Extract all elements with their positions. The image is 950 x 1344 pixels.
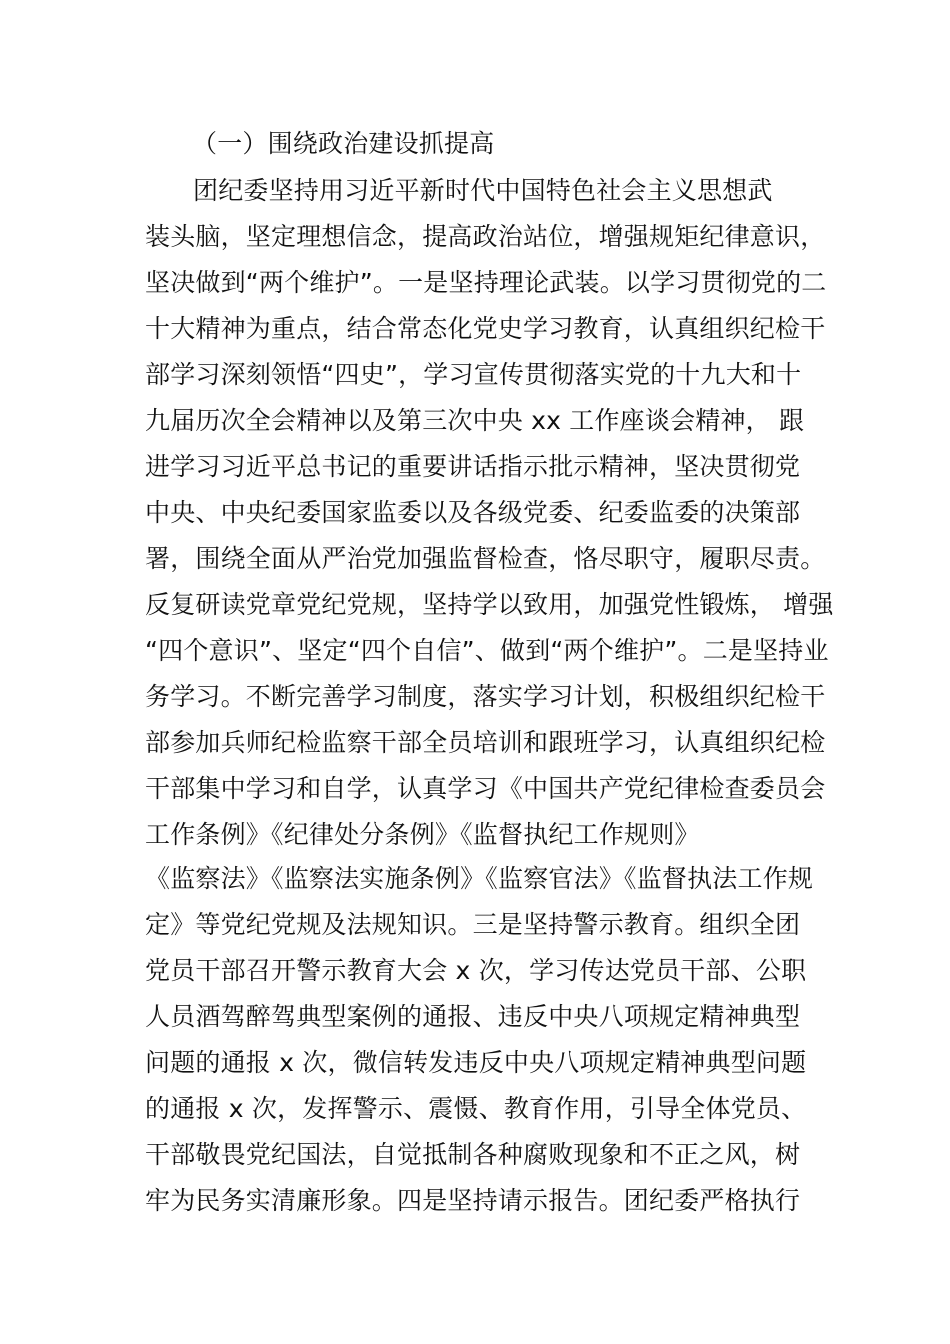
paragraph-line: “四个意识”、坚定“四个自信”、做到“两个维护”。二是坚持业 <box>145 636 829 665</box>
paragraph-line: 人员酒驾醉驾典型案例的通报、违反中央八项规定精神典型 <box>145 1002 801 1031</box>
paragraph-line: 十大精神为重点，结合常态化党史学习教育，认真组织纪检干 <box>145 314 826 343</box>
paragraph-line: 定》等党纪党规及法规知识。三是坚持警示教育。组织全团 <box>145 910 801 939</box>
paragraph-line: 九届历次全会精神以及第三次中央 xx 工作座谈会精神， 跟 <box>145 406 805 435</box>
paragraph-line: 工作条例》《纪律处分条例》《监督执纪工作规则》 <box>145 820 700 849</box>
paragraph-line: 装头脑，坚定理想信念，提高政治站位，增强规矩纪律意识， <box>145 222 826 251</box>
paragraph-line: 反复研读党章党纪党规，坚持学以致用，加强党性锻炼， 增强 <box>145 590 834 619</box>
paragraph-line: 干部集中学习和自学，认真学习《中国共产党纪律检查委员会 <box>145 774 826 803</box>
paragraph-line: 党员干部召开警示教育大会 x 次，学习传达党员干部、公职 <box>145 956 807 985</box>
paragraph-line: 干部敬畏党纪国法，自觉抵制各种腐败现象和不正之风，树 <box>145 1140 801 1169</box>
paragraph-line: 的通报 x 次，发挥警示、震慑、教育作用，引导全体党员、 <box>145 1094 807 1123</box>
section-heading: （一）围绕政治建设抓提高 <box>192 129 495 158</box>
paragraph-line: 问题的通报 x 次，微信转发违反中央八项规定精神典型问题 <box>145 1048 807 1077</box>
paragraph-line: 部参加兵师纪检监察干部全员培训和跟班学习，认真组织纪检 <box>145 728 826 757</box>
paragraph-line: 团纪委坚持用习近平新时代中国特色社会主义思想武 <box>193 176 773 205</box>
paragraph-line: 《监察法》《监察法实施条例》《监察官法》《监督执法工作规 <box>145 864 814 893</box>
paragraph-line: 署，围绕全面从严治党加强监督检查，恪尽职守，履职尽责。 <box>145 544 826 573</box>
paragraph-line: 部学习深刻领悟“四史”，学习宣传贯彻落实党的十九大和十 <box>145 360 802 389</box>
paragraph-line: 牢为民务实清廉形象。四是坚持请示报告。团纪委严格执行 <box>145 1186 801 1215</box>
paragraph-line: 中央、中央纪委国家监委以及各级党委、纪委监委的决策部 <box>145 498 801 527</box>
paragraph-line: 坚决做到“两个维护”。一是坚持理论武装。以学习贯彻党的二 <box>145 268 827 297</box>
paragraph-line: 务学习。不断完善学习制度，落实学习计划，积极组织纪检干 <box>145 682 826 711</box>
paragraph-line: 进学习习近平总书记的重要讲话指示批示精神，坚决贯彻党 <box>145 452 801 481</box>
